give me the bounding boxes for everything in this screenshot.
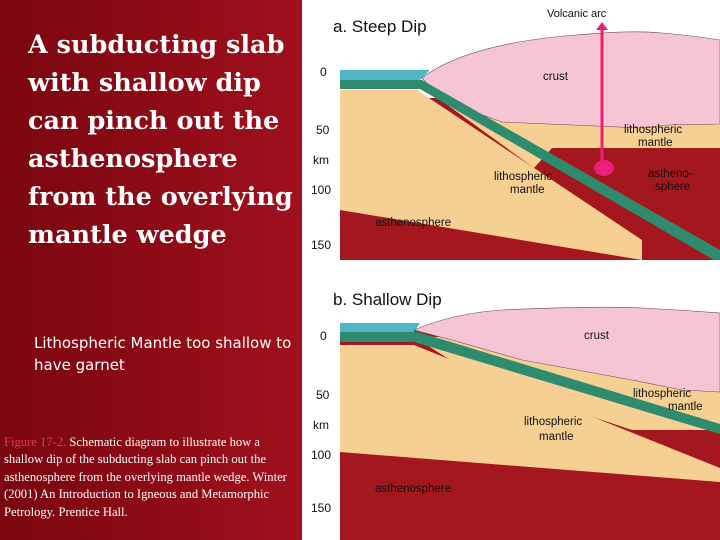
- depth-tick-a-100: 100: [311, 183, 332, 197]
- asthenosphere-label-a: asthenosphere: [375, 217, 452, 229]
- depth-tick-a-150: 150: [311, 238, 332, 252]
- caption-body: Schematic diagram to illustrate how a shallow dip of the subducting slab can pinch out the asthenosphere from the overlying mantle wedge. Winter (2001) An Introduction to Igneous and Metamorphic Petrology. Prentice Hall.: [4, 435, 287, 519]
- slab-lithosphere-label-a-2: mantle: [510, 184, 545, 196]
- crust-label-a: crust: [543, 71, 568, 83]
- left-panel: [0, 0, 302, 540]
- depth-tick-a-50: 50: [316, 123, 330, 137]
- ocean-a: [340, 70, 430, 80]
- slab-lithosphere-label-b-2: mantle: [539, 431, 574, 443]
- slide-title: A subducting slab with shallow dip can pinch out the asthenosphere from the overlying mantle wedge: [28, 30, 293, 250]
- upper-lithosphere-label-a-1: lithospheric: [624, 124, 683, 136]
- depth-tick-b-150: 150: [311, 501, 332, 515]
- upper-lithosphere-label-b-2: mantle: [668, 401, 703, 413]
- slab-lithosphere-label-b-1: lithospheric: [524, 416, 583, 428]
- slab-lithosphere-label-a-1: lithospheric: [494, 171, 553, 183]
- wedge-asthenosphere-label-a-1: astheno-: [648, 168, 693, 180]
- panel-a-title: a. Steep Dip: [333, 17, 427, 36]
- depth-unit-b: km: [313, 418, 329, 432]
- depth-tick-b-0: 0: [320, 329, 327, 343]
- slide-note: Lithospheric Mantle too shallow to have garnet: [34, 334, 292, 374]
- depth-tick-b-100: 100: [311, 448, 332, 462]
- volcanic-arc-label: Volcanic arc: [547, 8, 607, 20]
- upper-lithosphere-label-b-1: lithospheric: [633, 388, 692, 400]
- depth-tick-b-50: 50: [316, 388, 330, 402]
- panel-b-title: b. Shallow Dip: [333, 290, 442, 309]
- magma-source-a: [594, 160, 614, 176]
- figure-reference: Figure 17-2.: [4, 435, 67, 449]
- depth-unit-a: km: [313, 153, 329, 167]
- crust-label-b: crust: [584, 330, 609, 342]
- wedge-asthenosphere-label-a-2: sphere: [655, 181, 691, 193]
- depth-tick-a-0: 0: [320, 65, 327, 79]
- asthenosphere-label-b: asthenosphere: [375, 483, 452, 495]
- upper-lithosphere-label-a-2: mantle: [638, 137, 673, 149]
- subduction-diagram: [302, 0, 720, 540]
- figure-caption: [4, 434, 294, 538]
- ocean-b: [340, 323, 420, 332]
